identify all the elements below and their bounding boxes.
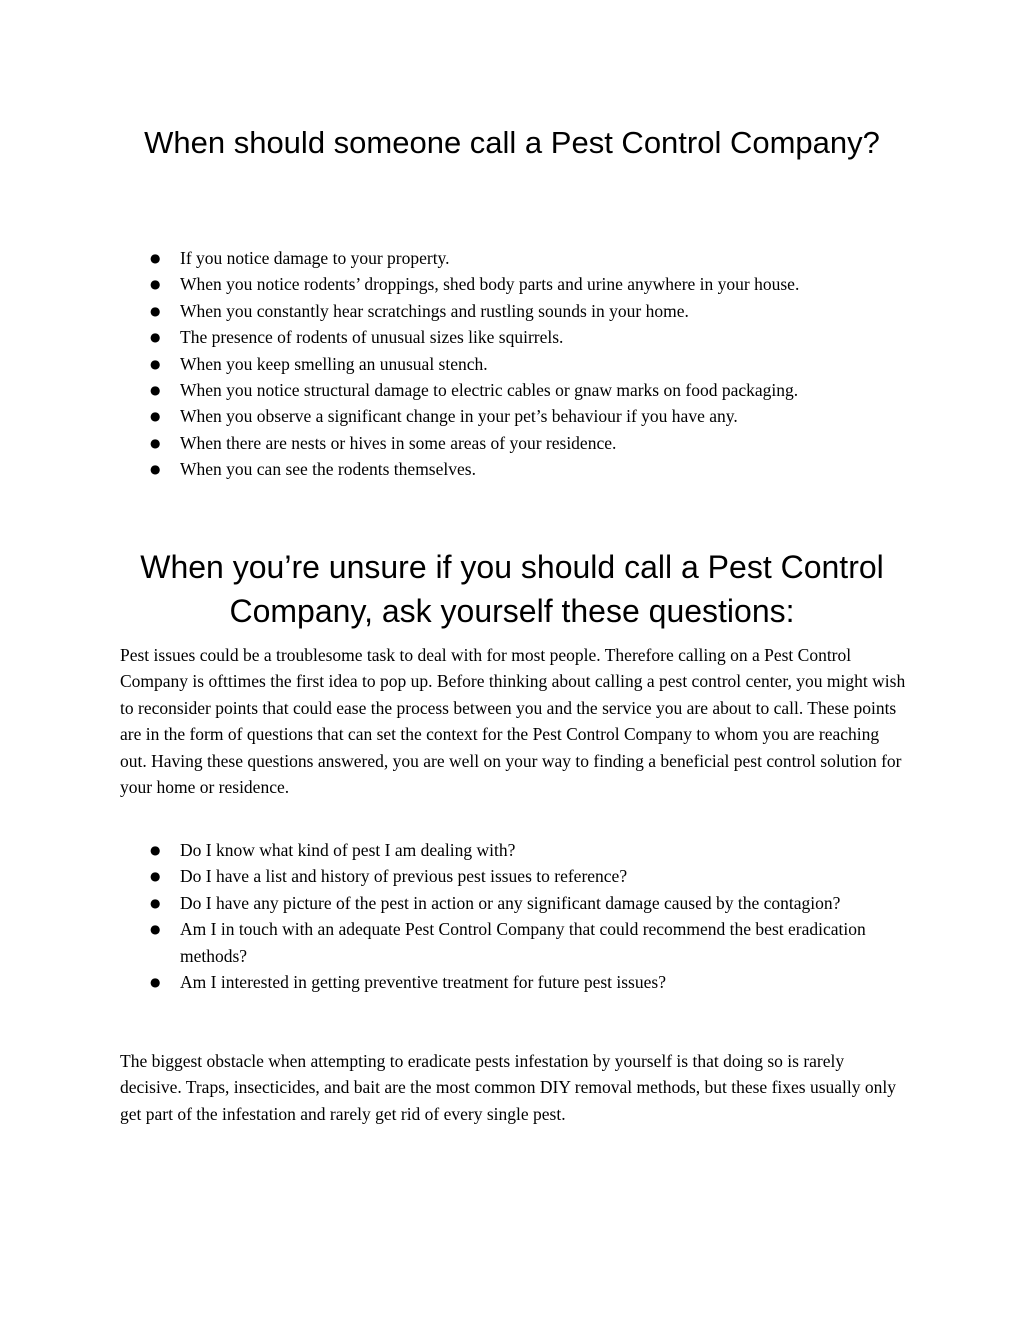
list-item	[120, 969, 910, 995]
list-item	[120, 890, 910, 916]
questions-list	[120, 837, 910, 995]
list-item-text: When you observe a significant change in your pet’s behaviour if you have any.	[180, 406, 738, 427]
list-item-text: Do I have a list and history of previous pest issues to reference?	[180, 866, 628, 887]
heading-when-to-call: When should someone call a Pest Control Company?	[144, 125, 880, 160]
bullet-icon: ●	[150, 462, 161, 477]
bullet-icon: ●	[150, 383, 161, 398]
bullet-icon: ●	[150, 922, 161, 937]
list-item	[120, 916, 910, 969]
list-item-text: When you can see the rodents themselves.	[180, 459, 476, 480]
bullet-icon: ●	[150, 869, 161, 884]
bullet-icon: ●	[150, 277, 161, 292]
list-item	[120, 403, 910, 429]
list-item	[120, 271, 910, 297]
intro-paragraph: Pest issues could be a troublesome task to deal with for most people. Therefore calling on a Pest Control Company is ofttimes the first idea to pop up. Before thinking about calling a pest control center, you might wish to reconsider points that could ease the process between you and the service you are about to call. These points are in the form of questions that can set the context for the Pest Control Company to whom you are reaching out. Having these questions answered, you are well on your way to finding a beneficial pest control solution for your home or residence.	[120, 645, 906, 798]
list-item-text: When you keep smelling an unusual stench.	[180, 353, 488, 374]
list-item	[120, 837, 910, 863]
list-item	[120, 245, 910, 271]
list-item	[120, 456, 910, 482]
bullet-icon: ●	[150, 251, 161, 265]
bullet-icon: ●	[150, 303, 161, 318]
bullet-icon: ●	[150, 330, 161, 345]
bullet-icon: ●	[150, 843, 161, 857]
list-item-text: Am I in touch with an adequate Pest Control Company that could recommend the best eradication methods?	[180, 919, 866, 966]
list-item	[120, 430, 910, 456]
list-item-text: When you notice rodents’ droppings, shed body parts and urine anywhere in your house.	[180, 274, 800, 295]
list-item-text: Do I know what kind of pest I am dealing with?	[180, 840, 516, 860]
list-item-text: If you notice damage to your property.	[180, 248, 450, 268]
list-item-text: Do I have any picture of the pest in action or any significant damage caused by the contagion?	[180, 892, 841, 913]
list-item	[120, 324, 910, 350]
list-item	[120, 863, 910, 889]
list-item-text: When there are nests or hives in some areas of your residence.	[180, 432, 617, 453]
list-item-text: When you constantly hear scratchings and rustling sounds in your home.	[180, 300, 689, 321]
bullet-icon: ●	[150, 435, 161, 450]
list-item	[120, 298, 910, 324]
bullet-icon: ●	[150, 975, 161, 990]
heading-unsure-questions: When you’re unsure if you should call a Pest Control Company, ask yourself these questions:	[140, 549, 884, 629]
bullet-icon: ●	[150, 895, 161, 910]
list-item	[120, 351, 910, 377]
list-item-text: The presence of rodents of unusual sizes like squirrels.	[180, 327, 564, 348]
list-item-text: Am I interested in getting preventive treatment for future pest issues?	[180, 972, 666, 993]
list-item-text: When you notice structural damage to electric cables or gnaw marks on food packaging.	[180, 380, 799, 401]
bullet-icon: ●	[150, 409, 161, 424]
closing-paragraph: The biggest obstacle when attempting to eradicate pests infestation by yourself is that doing so is rarely decisive. Traps, insecticides, and bait are the most common DIY removal methods, but these fixes usually only get part of the infestation and rarely get rid of every single pest.	[120, 1051, 897, 1124]
bullet-icon: ●	[150, 356, 161, 371]
list-item	[120, 377, 910, 403]
signs-list	[120, 245, 910, 483]
